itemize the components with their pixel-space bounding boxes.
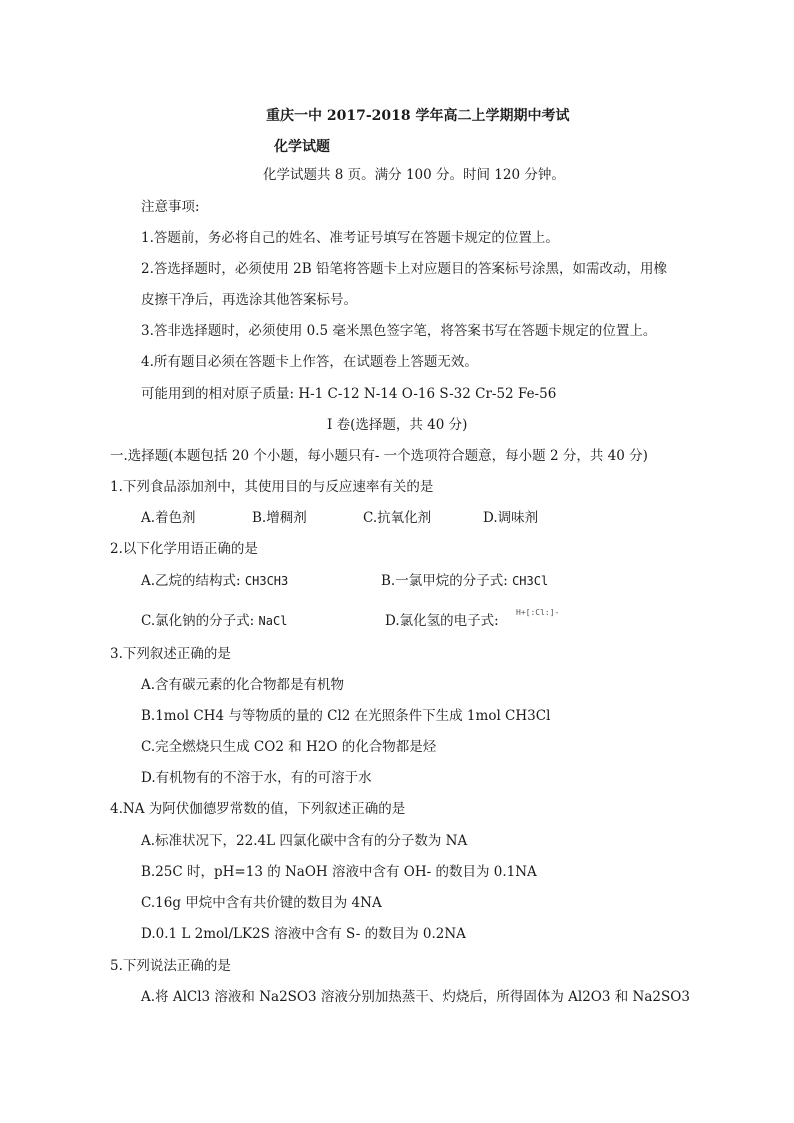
formula: CH3Cl [512,574,549,588]
question-stem: 1.下列食品添加剂中，其使用目的与反应速率有关的是 [110,479,434,495]
formula: NaCl [258,614,288,628]
option-c: C.16g 甲烷中含有共价键的数目为 4NA [141,895,382,911]
notice-item: 1.答题前，务必将自己的姓名、准考证号填写在答题卡规定的位置上。 [141,230,559,246]
formula: CH3CH3 [244,574,289,588]
notice-item: 3.答非选择题时，必须使用 0.5 毫米黑色签字笔，将答案书写在答题卡规定的位置上。 [141,323,657,339]
notice-heading: 注意事项: [141,199,200,215]
option-label: D.氯化氢的电子式: [385,613,499,629]
part-title: I 卷(选择题，共 40 分) [327,417,468,433]
exam-subtitle: 化学试题 [274,139,330,155]
option-b: B.增稠剂 [252,510,307,526]
option-c: C.抗氧化剂 [363,510,432,526]
electron-formula: H+[:Cl:]- [516,608,560,617]
notice-item: 皮擦干净后，再选涂其他答案标号。 [141,292,357,308]
section-title: 一.选择题(本题包括 20 个小题，每小题只有- 一个选项符合题意，每小题 2 分，共 40 分) [110,448,648,464]
question-stem: 3.下列叙述正确的是 [110,646,231,662]
option-b: B.1mol CH4 与等物质的量的 Cl2 在光照条件下生成 1mol CH3Cl [141,708,551,724]
option-c [141,612,287,630]
question-stem: 4.NA 为阿伏伽德罗常数的值，下列叙述正确的是 [110,801,406,817]
question-stem: 2.以下化学用语正确的是 [110,541,258,557]
notice-item: 4.所有题目必须在答题卡上作答，在试题卷上答题无效。 [141,354,478,370]
option-a: A.标准状况下，22.4L 四氯化碳中含有的分子数为 NA [141,833,468,849]
option-b [381,572,548,590]
option-a: A.将 AlCl3 溶液和 Na2SO3 溶液分别加热蒸干、灼烧后，所得固体为 Al2O3 和 Na2SO3 [141,989,690,1005]
option-label: B.一氯甲烷的分子式: [381,573,508,589]
option-d: D.有机物有的不溶于水，有的可溶于水 [141,770,372,786]
question-stem: 5.下列说法正确的是 [110,958,231,974]
exam-title: 重庆一中 2017-2018 学年高二上学期期中考试 [266,108,570,124]
option-c: C.完全燃烧只生成 CO2 和 H2O 的化合物都是烃 [141,739,437,755]
option-a: A.含有碳元素的化合物都是有机物 [141,677,345,693]
option-label: A.乙烷的结构式: [141,573,241,589]
option-a: A.着色剂 [141,510,196,526]
option-d: D.0.1 L 2mol/LK2S 溶液中含有 S- 的数目为 0.2NA [141,926,466,942]
option-b: B.25C 时，pH=13 的 NaOH 溶液中含有 OH- 的数目为 0.1NA [141,864,537,880]
option-a [141,572,288,590]
option-d [385,612,499,630]
notice-item: 2.答选择题时，必须使用 2B 铅笔将答题卡上对应题目的答案标号涂黑，如需改动，用橡 [141,261,667,277]
exam-info: 化学试题共 8 页。满分 100 分。时间 120 分钟。 [263,167,565,183]
option-d: D.调味剂 [483,510,539,526]
atomic-masses: 可能用到的相对原子质量: H-1 C-12 N-14 O-16 S-32 Cr-52 Fe-56 [141,386,557,402]
option-label: C.氯化钠的分子式: [141,613,255,629]
